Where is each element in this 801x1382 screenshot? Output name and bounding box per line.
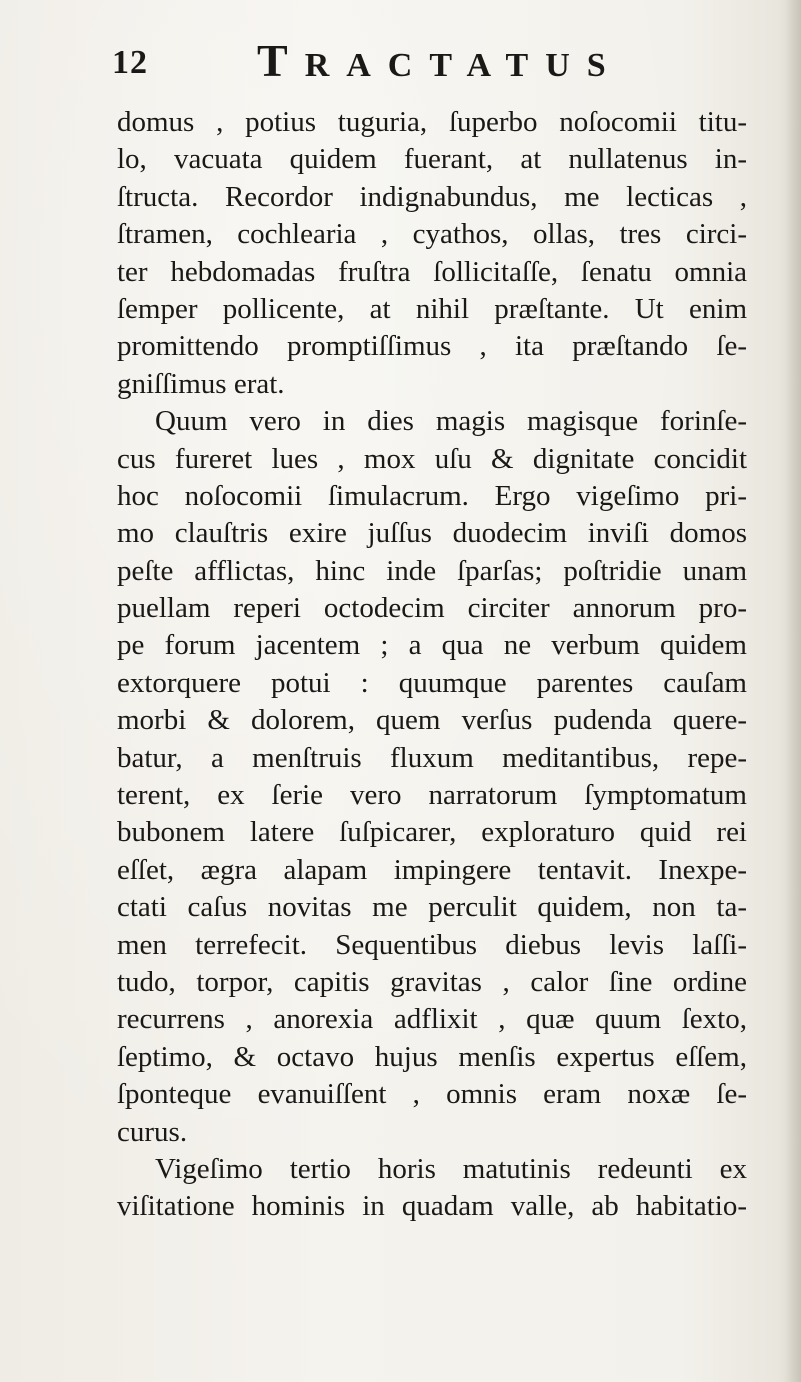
- text-line: peſte afflictas, hinc inde ſparſas; poſtridie unam: [117, 554, 747, 587]
- text-line: terent, ex ſerie vero narratorum ſymptomatum: [117, 779, 747, 812]
- text-line: eſſet, ægra alapam impingere tentavit. Inexpe-: [117, 853, 747, 886]
- page-header: [112, 35, 632, 88]
- running-title: [257, 35, 623, 89]
- text-line: ſemper pollicente, at nihil præſtante. Ut enim: [117, 292, 747, 325]
- running-title-initial: T: [257, 35, 305, 86]
- text-line: hoc noſocomii ſimulacrum. Ergo vigeſimo pri-: [117, 479, 747, 512]
- page-edge-shadow: [785, 0, 801, 1382]
- text-line: ſtructa. Recordor indignabundus, me lecticas ,: [117, 180, 747, 213]
- text-line: extorquere potui : quumque parentes cauſam: [117, 666, 747, 699]
- text-line: cus fureret lues , mox uſu & dignitate concidit: [117, 442, 747, 475]
- text-line: viſitatione hominis in quadam valle, ab habitatio-: [117, 1190, 747, 1223]
- text-line: Quum vero in dies magis magisque forinſe-: [155, 405, 747, 438]
- text-line: batur, a menſtruis fluxum meditantibus, repe-: [117, 741, 747, 774]
- text-line: ſponteque evanuiſſent , omnis eram noxæ ſe-: [117, 1078, 747, 1111]
- text-line: curus.: [117, 1115, 188, 1148]
- text-line: gniſſimus erat.: [117, 367, 285, 400]
- text-line: ſeptimo, & octavo hujus menſis expertus eſſem,: [117, 1040, 747, 1073]
- text-line: men terrefecit. Sequentibus diebus levis laſſi-: [117, 928, 747, 961]
- text-line: recurrens , anorexia adflixit , quæ quum ſexto,: [117, 1003, 747, 1036]
- text-line: tudo, torpor, capitis gravitas , calor ſine ordine: [117, 965, 747, 998]
- text-line: bubonem latere ſuſpicarer, exploraturo quid rei: [117, 816, 747, 849]
- text-line: ctati caſus novitas me perculit quidem, non ta-: [117, 891, 747, 924]
- running-title-rest: RACTATUS: [304, 47, 623, 84]
- text-line: ſtramen, cochlearia , cyathos, ollas, tres circi-: [117, 218, 747, 251]
- page-number: 12: [112, 44, 148, 81]
- text-line: promittendo promptiſſimus , ita præſtando ſe-: [117, 330, 747, 363]
- text-line: domus , potius tuguria, ſuperbo noſocomii titu-: [117, 106, 747, 138]
- text-line: puellam reperi octodecim circiter annorum pro-: [117, 592, 747, 625]
- body-text: [117, 104, 747, 1226]
- text-line: mo clauſtris exire juſſus duodecim inviſi domos: [117, 517, 747, 550]
- text-line: ter hebdomadas fruſtra ſollicitaſſe, ſenatu omnia: [117, 255, 747, 288]
- text-line: morbi & dolorem, quem verſus pudenda quere-: [117, 704, 747, 737]
- text-line: Vigeſimo tertio horis matutinis redeunti ex: [155, 1152, 747, 1185]
- text-line: pe forum jacentem ; a qua ne verbum quidem: [117, 629, 747, 662]
- text-line: lo, vacuata quidem fuerant, at nullatenus in-: [117, 143, 747, 176]
